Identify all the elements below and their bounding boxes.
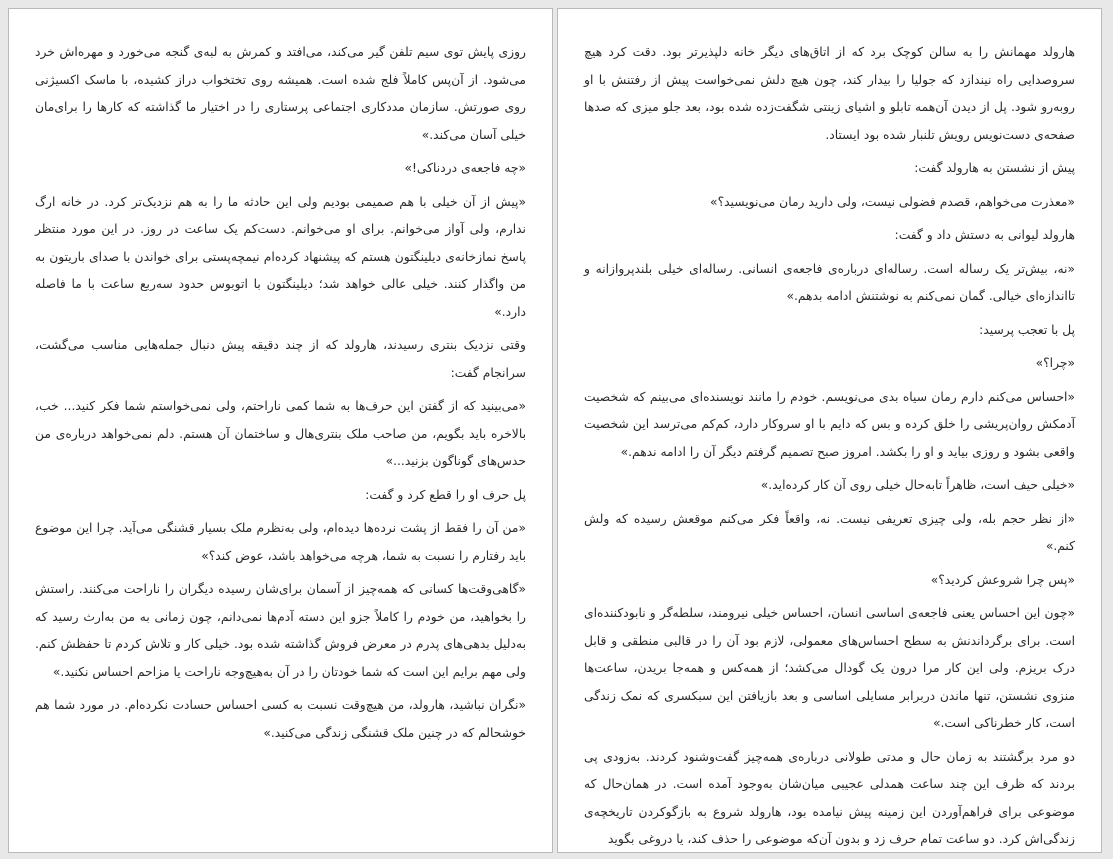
paragraph: «چه فاجعه‌ی دردناکی!» (404, 161, 526, 175)
paragraph: پل حرف او را قطع کرد و گفت: (365, 487, 526, 502)
paragraph: «پیش از آن خیلی با هم صمیمی بودیم ولی این حادثه ما را به هم نزدیک‌تر کرد. در خانه ارگ ندارم، ولی آواز می‌خوانم. برای او می‌خوانم. دست‌کم یک ساعت در روز. در این مورد منتظر پاسخ نمازخانه‌ی دیلینگتون هستم که پیشنهاد کرده‌ام نیمچه‌پستی برای خواندن با صدای باریتون به من واگذار کنند. خیلی عالی خواهد شد؛ دیلینگتون با اتوبوس حدود سه‌ربع ساعت با ما فاصله دارد.» (35, 194, 526, 319)
page-right (557, 8, 1102, 853)
paragraph: «از نظر حجم بله، ولی چیزی تعریفی نیست. نه، واقعاً فکر می‌کنم موقعش رسیده که ولش کنم.» (584, 511, 1075, 553)
paragraph: هارولد مهمانش را به سالن کوچک برد که از اتاق‌های دیگر خانه دلپذیرتر بود. دقت کرد هیچ سروصدایی راه نیندازد که جولیا را بیدار کند، چون هیچ دلش نمی‌خواست پیش از رفتنش با او روبه‌رو شود. پل از دیدن آن‌همه تابلو و اشیای زینتی شگفت‌زده شده بود، بعد جلو میزی که صدها صفحه‌ی دست‌نویس رویش تلنبار شده بود ایستاد. (584, 45, 1075, 142)
paragraph: پل با تعجب پرسید: (979, 322, 1075, 337)
paragraph: «احساس می‌کنم دارم رمان سیاه بدی می‌نویسم. خودم را مانند نویسنده‌ای می‌بینم که شخصیت آدمکش روان‌پریشی را خلق کرده و بس که دایم با او سروکار دارد، کم‌کم می‌ترسد این شخصیت واقعی بشود و روزی بیاید و او را بکشد. امروز صبح تصمیم گرفتم دیگر آن را ادامه ندهم.» (584, 389, 1075, 459)
page-left-text (35, 39, 526, 753)
page-left (8, 8, 553, 853)
paragraph: وقتی نزدیک بنتری رسیدند، هارولد که از چند دقیقه پیش دنبال جمله‌هایی مناسب می‌گشت، سرانجام گفت: (35, 338, 526, 380)
paragraph: «چون این احساس یعنی فاجعه‌ی اساسی انسان، احساس خیلی نیرومند، سلطه‌گر و نابودکننده‌ای است. برای برگرداندنش به سطح احساس‌های معمولی، لازم بود آن را در قالبی منطقی و قابل درک بریزم. ولی این کار مرا درون یک گودال می‌کشد؛ از همه‌کس و همه‌جا بریدن، ساعت‌ها منزوی نشستن، تنها ماندن دربرابر مسایلی اساسی و بعد بازیافتن این سبکسری که نمک زندگی است، کار خطرناکی است.» (584, 606, 1075, 730)
paragraph: «چرا؟» (1035, 356, 1075, 370)
paragraph: پیش از نشستن به هارولد گفت: (914, 161, 1075, 175)
paragraph: «می‌بینید که از گفتن این حرف‌ها به شما کمی ناراحتم، ولی نمی‌خواستم شما فکر کنید... خب، بالاخره باید بگویم، من صاحب ملک بنتری‌هال و ساختمان آن هستم. دلم نمی‌خواهد درباره‌ی من حدس‌های گوناگون بزنید...» (35, 399, 526, 468)
paragraph: «پس چرا شروعش کردید؟» (930, 572, 1075, 587)
paragraph: روزی پایش توی سیم تلفن گیر می‌کند، می‌افتد و کمرش به لبه‌ی گنجه می‌خورد و مهره‌اش خرد می‌شود. از آن‌پس کاملاً فلج شده است. همیشه روی تختخواب دراز کشیده، با ماسک اکسیژنی روی صورتش. سازمان مددکاری اجتماعی پرستاری را در اختیار ما گذاشته که کارها را برای‌مان خیلی آسان می‌کند.» (35, 45, 526, 142)
paragraph: «نه، بیش‌تر یک رساله است. رساله‌ای درباره‌ی فاجعه‌ی انسانی. رساله‌ای خیلی بلندپروازانه و تاانداز‌ه‌ای خیالی. گمان نمی‌کنم به نوشتنش ادامه بدهم.» (584, 261, 1075, 303)
paragraph: «نگران نباشید، هارولد، من هیچ‌وقت نسبت به کسی احساس حسادت نکرده‌ام. در مورد شما هم خوشحالم که در چنین ملک قشنگی زندگی می‌کنید.» (35, 698, 526, 740)
paragraph: هارولد لیوانی به دستش داد و گفت: (894, 228, 1075, 242)
paragraph: «خیلی حیف است، ظاهراً تابه‌حال خیلی روی آن کار کرده‌اید.» (760, 478, 1075, 492)
paragraph: دو مرد برگشتند به زمان حال و مدتی طولانی درباره‌ی همه‌چیز گفت‌وشنود کردند. به‌زودی پی بردند که ظرف این چند ساعت همدلی عجیبی میان‌شان به‌وجود آمده است. در همان‌حال که موضوعی برای فراهم‌آوردن این زمینه پیش نیامده بود، هارولد شروع به بازگوکردن تاریخچه‌ی زندگی‌اش کرد. دو ساعت تمام حرف زد و بدون آن‌که موضوعی را حذف کند، یا دروغی بگوید (584, 749, 1075, 846)
page-right-text (584, 39, 1075, 853)
paragraph: «معذرت می‌خواهم، قصدم فضولی نیست، ولی دارید رمان می‌نویسید؟» (710, 194, 1075, 209)
paragraph: «گاهی‌وقت‌ها کسانی که همه‌چیز از آسمان برای‌شان رسیده دیگران را ناراحت می‌کنند. راستش را بخواهید، من خودم را کاملاً جزو این دسته آدم‌ها نمی‌دانم، چون زمانی به من به‌ارث رسید که به‌دلیل بدهی‌های پدرم در معرض فروش گذاشته شده بود. خیلی کار و تلاش کردم تا حفظش کنم. ولی مهم برایم این است که شما خودتان را در آن به‌هیچ‌وجه ناراحت یا مزاحم احساس نکنید.» (35, 582, 526, 679)
paragraph: «من آن را فقط از پشت نرده‌ها دیده‌ام، ولی به‌نظرم ملک بسیار قشنگی می‌آید. چرا این موضوع باید رفتارم را نسبت به شما، هرچه می‌خواهد باشد، عوض کند؟» (35, 521, 526, 563)
